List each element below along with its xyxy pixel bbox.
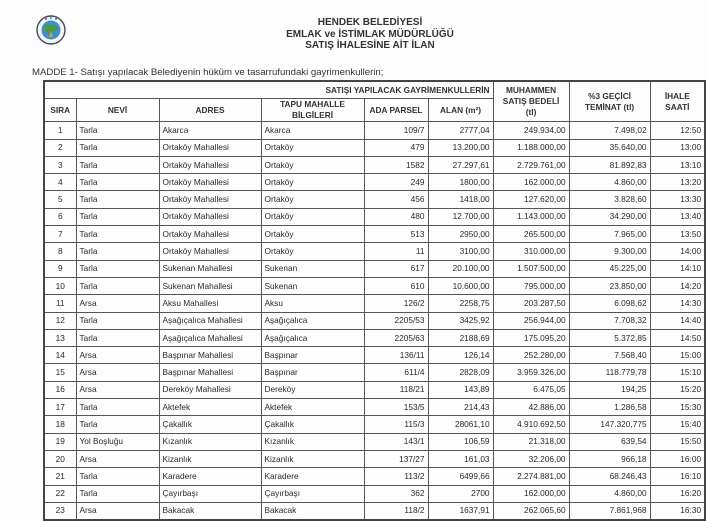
cell-saat: 14:20: [650, 277, 705, 294]
table-row: [44, 347, 705, 364]
cell-nevi: Tarla: [76, 208, 159, 225]
cell-tapu: Ortaköy: [261, 174, 364, 191]
cell-alan: 106,59: [428, 433, 493, 450]
cell-sira: 18: [44, 416, 76, 433]
cell-alan: 1800,00: [428, 174, 493, 191]
cell-saat: 14:10: [650, 260, 705, 277]
cell-adres: Ortaköy Mahallesi: [159, 208, 261, 225]
cell-ada: 11: [364, 243, 428, 260]
cell-nevi: Arsa: [76, 364, 159, 381]
cell-teminat: 23.850,00: [569, 277, 650, 294]
cell-ada: 126/2: [364, 295, 428, 312]
property-sale-table: [43, 80, 706, 521]
cell-saat: 13:20: [650, 174, 705, 191]
col-header-ada: ADA PARSEL: [364, 99, 428, 122]
cell-nevi: Arsa: [76, 502, 159, 520]
table-row: [44, 191, 705, 208]
cell-alan: 2828,09: [428, 364, 493, 381]
cell-saat: 14:50: [650, 329, 705, 346]
group-header: SATIŞI YAPILACAK GAYRİMENKULLERİN: [44, 81, 493, 99]
cell-teminat: 35.640,00: [569, 139, 650, 156]
cell-ada: 137/27: [364, 450, 428, 467]
cell-bedel: 175.095,20: [493, 329, 569, 346]
table-row: [44, 139, 705, 156]
cell-tapu: Sukenan: [261, 260, 364, 277]
table-row: [44, 502, 705, 520]
cell-adres: Başpınar Mahallesi: [159, 364, 261, 381]
cell-bedel: 252.280,00: [493, 347, 569, 364]
cell-nevi: Tarla: [76, 156, 159, 173]
cell-sira: 22: [44, 485, 76, 502]
cell-nevi: Tarla: [76, 399, 159, 416]
cell-saat: 15:30: [650, 399, 705, 416]
cell-adres: Dereköy Mahallesi: [159, 381, 261, 398]
cell-alan: 1418,00: [428, 191, 493, 208]
cell-bedel: 21.318,00: [493, 433, 569, 450]
cell-adres: Karadere: [159, 468, 261, 485]
cell-bedel: 127.620,00: [493, 191, 569, 208]
cell-teminat: 4.860,00: [569, 485, 650, 502]
cell-nevi: Tarla: [76, 260, 159, 277]
cell-alan: 3100,00: [428, 243, 493, 260]
cell-alan: 20.100,00: [428, 260, 493, 277]
cell-ada: 136/11: [364, 347, 428, 364]
cell-teminat: 7.708,32: [569, 312, 650, 329]
col-header-sira: SIRA: [44, 99, 76, 122]
cell-sira: 12: [44, 312, 76, 329]
cell-teminat: 639,54: [569, 433, 650, 450]
cell-alan: 2188,69: [428, 329, 493, 346]
cell-tapu: Kızanlık: [261, 433, 364, 450]
cell-nevi: Tarla: [76, 485, 159, 502]
cell-bedel: 3.959.326,00: [493, 364, 569, 381]
cell-bedel: 4.910.692,50: [493, 416, 569, 433]
cell-adres: Sukenan Mahallesi: [159, 277, 261, 294]
header-line-municipality: HENDEK BELEDİYESİ: [317, 17, 423, 28]
cell-ada: 513: [364, 226, 428, 243]
cell-ada: 610: [364, 277, 428, 294]
cell-tapu: Aşağıçalıca: [261, 312, 364, 329]
cell-alan: 2950,00: [428, 226, 493, 243]
table-row: [44, 243, 705, 260]
cell-ada: 249: [364, 174, 428, 191]
cell-ada: 113/2: [364, 468, 428, 485]
cell-saat: 13:10: [650, 156, 705, 173]
cell-tapu: Kizanlık: [261, 450, 364, 467]
cell-teminat: 966,18: [569, 450, 650, 467]
cell-alan: 161,03: [428, 450, 493, 467]
table-row: [44, 468, 705, 485]
cell-saat: 15:50: [650, 433, 705, 450]
cell-alan: 27.297,61: [428, 156, 493, 173]
cell-teminat: 147.320,775: [569, 416, 650, 433]
table-row: [44, 277, 705, 294]
cell-teminat: 194,25: [569, 381, 650, 398]
cell-bedel: 203.287,50: [493, 295, 569, 312]
cell-tapu: Başpınar: [261, 364, 364, 381]
cell-saat: 15:00: [650, 347, 705, 364]
cell-adres: Sukenan Mahallesi: [159, 260, 261, 277]
cell-teminat: 7.861,968: [569, 502, 650, 520]
cell-bedel: 32.206,00: [493, 450, 569, 467]
cell-nevi: Tarla: [76, 139, 159, 156]
cell-tapu: Akarca: [261, 122, 364, 139]
cell-sira: 23: [44, 502, 76, 520]
cell-sira: 21: [44, 468, 76, 485]
cell-ada: 617: [364, 260, 428, 277]
cell-ada: 118/2: [364, 502, 428, 520]
cell-tapu: Çakallık: [261, 416, 364, 433]
cell-sira: 3: [44, 156, 76, 173]
cell-tapu: Sukenan: [261, 277, 364, 294]
col-header-tapu: TAPU MAHALLE BİLGİLERİ: [261, 99, 364, 122]
cell-alan: 12.700,00: [428, 208, 493, 225]
cell-teminat: 118.779,78: [569, 364, 650, 381]
cell-tapu: Dereköy: [261, 381, 364, 398]
cell-tapu: Ortaköy: [261, 243, 364, 260]
cell-tapu: Ortaköy: [261, 156, 364, 173]
cell-sira: 14: [44, 347, 76, 364]
table-row: [44, 381, 705, 398]
cell-saat: 15:10: [650, 364, 705, 381]
cell-sira: 6: [44, 208, 76, 225]
cell-bedel: 6.475,05: [493, 381, 569, 398]
table-row: [44, 433, 705, 450]
cell-adres: Çakallık: [159, 416, 261, 433]
cell-nevi: Tarla: [76, 468, 159, 485]
col-header-adres: ADRES: [159, 99, 261, 122]
cell-saat: 16:20: [650, 485, 705, 502]
cell-alan: 10.600,00: [428, 277, 493, 294]
article-intro: MADDE 1- Satışı yapılacak Belediyenin hüküm ve tasarrufundaki gayrimenkullerin;: [32, 67, 384, 78]
cell-ada: 2205/63: [364, 329, 428, 346]
cell-bedel: 262.065,60: [493, 502, 569, 520]
cell-sira: 4: [44, 174, 76, 191]
cell-ada: 115/3: [364, 416, 428, 433]
table-row: [44, 174, 705, 191]
cell-ada: 153/5: [364, 399, 428, 416]
cell-bedel: 1.143.000,00: [493, 208, 569, 225]
cell-teminat: 3.828,60: [569, 191, 650, 208]
cell-nevi: Tarla: [76, 329, 159, 346]
cell-adres: Başpınar Mahallesi: [159, 347, 261, 364]
table-row: [44, 226, 705, 243]
cell-sira: 17: [44, 399, 76, 416]
table-row: [44, 295, 705, 312]
cell-adres: Ortaköy Mahallesi: [159, 243, 261, 260]
cell-ada: 456: [364, 191, 428, 208]
cell-alan: 2258,75: [428, 295, 493, 312]
cell-tapu: Ortaköy: [261, 191, 364, 208]
cell-teminat: 9.300,00: [569, 243, 650, 260]
cell-sira: 11: [44, 295, 76, 312]
cell-alan: 6499,66: [428, 468, 493, 485]
cell-tapu: Aşağıçalıca: [261, 329, 364, 346]
cell-alan: 3425,92: [428, 312, 493, 329]
cell-sira: 5: [44, 191, 76, 208]
cell-bedel: 42.886,00: [493, 399, 569, 416]
cell-sira: 7: [44, 226, 76, 243]
cell-bedel: 256.944,00: [493, 312, 569, 329]
table-row: [44, 399, 705, 416]
cell-sira: 10: [44, 277, 76, 294]
cell-alan: 1637,91: [428, 502, 493, 520]
cell-saat: 12:50: [650, 122, 705, 139]
cell-adres: Ortaköy Mahallesi: [159, 226, 261, 243]
cell-nevi: Tarla: [76, 226, 159, 243]
cell-teminat: 34.290,00: [569, 208, 650, 225]
table-row: [44, 329, 705, 346]
cell-saat: 15:40: [650, 416, 705, 433]
cell-adres: Akarca: [159, 122, 261, 139]
cell-alan: 126,14: [428, 347, 493, 364]
cell-teminat: 7.568,40: [569, 347, 650, 364]
cell-adres: Bakacak: [159, 502, 261, 520]
cell-adres: Aşağıçalıca Mahallesi: [159, 329, 261, 346]
header-line-department: EMLAK ve İSTİMLAK MÜDÜRLÜĞÜ: [286, 28, 454, 40]
cell-teminat: 6.098,62: [569, 295, 650, 312]
table-row: [44, 312, 705, 329]
cell-nevi: Arsa: [76, 347, 159, 364]
cell-sira: 2: [44, 139, 76, 156]
cell-sira: 9: [44, 260, 76, 277]
cell-ada: 479: [364, 139, 428, 156]
cell-tapu: Ortaköy: [261, 226, 364, 243]
cell-alan: 2700: [428, 485, 493, 502]
cell-bedel: 795.000,00: [493, 277, 569, 294]
cell-nevi: Tarla: [76, 277, 159, 294]
cell-sira: 19: [44, 433, 76, 450]
cell-ada: 480: [364, 208, 428, 225]
cell-saat: 16:00: [650, 450, 705, 467]
cell-tapu: Aktefek: [261, 399, 364, 416]
col-header-saat: İHALE SAATİ: [650, 81, 705, 122]
cell-nevi: Tarla: [76, 312, 159, 329]
table-row: [44, 485, 705, 502]
cell-alan: 214,43: [428, 399, 493, 416]
cell-teminat: 4.860,00: [569, 174, 650, 191]
cell-adres: Kizanlık: [159, 450, 261, 467]
col-header-bedel: MUHAMMEN SATIŞ BEDELİ (tl): [493, 81, 569, 122]
cell-saat: 13:40: [650, 208, 705, 225]
cell-teminat: 68.246,43: [569, 468, 650, 485]
cell-saat: 15:20: [650, 381, 705, 398]
cell-ada: 109/7: [364, 122, 428, 139]
cell-adres: Aksu Mahallesi: [159, 295, 261, 312]
cell-ada: 1582: [364, 156, 428, 173]
document-header: [230, 17, 510, 52]
cell-ada: 2205/53: [364, 312, 428, 329]
cell-teminat: 7.498,02: [569, 122, 650, 139]
table-row: [44, 450, 705, 467]
cell-alan: 2777,04: [428, 122, 493, 139]
cell-saat: 16:30: [650, 502, 705, 520]
col-header-teminat: %3 GEÇİCİ TEMİNAT (tl): [569, 81, 650, 122]
cell-tapu: Bakacak: [261, 502, 364, 520]
cell-tapu: Aksu: [261, 295, 364, 312]
cell-teminat: 45.225,00: [569, 260, 650, 277]
col-header-alan: ALAN (m²): [428, 99, 493, 122]
cell-nevi: Arsa: [76, 450, 159, 467]
cell-bedel: 162.000,00: [493, 174, 569, 191]
cell-saat: 13:00: [650, 139, 705, 156]
cell-nevi: Tarla: [76, 243, 159, 260]
cell-nevi: Arsa: [76, 295, 159, 312]
cell-teminat: 81.892,83: [569, 156, 650, 173]
cell-nevi: Tarla: [76, 174, 159, 191]
cell-alan: 13.200,00: [428, 139, 493, 156]
cell-ada: 118/21: [364, 381, 428, 398]
cell-adres: Aktefek: [159, 399, 261, 416]
cell-bedel: 310.000,00: [493, 243, 569, 260]
cell-alan: 143,89: [428, 381, 493, 398]
table-row: [44, 208, 705, 225]
cell-teminat: 5.372,85: [569, 329, 650, 346]
cell-adres: Aşağıçalıca Mahallesi: [159, 312, 261, 329]
header-line-title: SATIŞ İHALESİNE AİT İLAN: [305, 40, 435, 51]
table-row: [44, 364, 705, 381]
cell-ada: 143/1: [364, 433, 428, 450]
cell-saat: 14:40: [650, 312, 705, 329]
cell-sira: 16: [44, 381, 76, 398]
col-header-nevi: NEVİ: [76, 99, 159, 122]
cell-adres: Çayırbaşı: [159, 485, 261, 502]
cell-teminat: 7.965,00: [569, 226, 650, 243]
cell-teminat: 1.286,58: [569, 399, 650, 416]
cell-adres: Ortaköy Mahallesi: [159, 174, 261, 191]
cell-sira: 20: [44, 450, 76, 467]
cell-adres: Ortaköy Mahallesi: [159, 156, 261, 173]
cell-tapu: Karadere: [261, 468, 364, 485]
cell-sira: 15: [44, 364, 76, 381]
cell-bedel: 265.500,00: [493, 226, 569, 243]
table-row: [44, 156, 705, 173]
cell-sira: 13: [44, 329, 76, 346]
cell-adres: Kızanlık: [159, 433, 261, 450]
cell-saat: 14:30: [650, 295, 705, 312]
cell-ada: 611/4: [364, 364, 428, 381]
cell-saat: 13:30: [650, 191, 705, 208]
municipality-logo-icon: [36, 15, 66, 45]
cell-nevi: Yol Boşluğu: [76, 433, 159, 450]
cell-bedel: 249.934,00: [493, 122, 569, 139]
cell-adres: Ortaköy Mahallesi: [159, 191, 261, 208]
cell-ada: 362: [364, 485, 428, 502]
cell-sira: 8: [44, 243, 76, 260]
cell-bedel: 2.274.881,00: [493, 468, 569, 485]
table-row: [44, 260, 705, 277]
cell-nevi: Tarla: [76, 191, 159, 208]
cell-bedel: 162.000,00: [493, 485, 569, 502]
cell-saat: 14:00: [650, 243, 705, 260]
cell-nevi: Arsa: [76, 381, 159, 398]
table-row: [44, 122, 705, 139]
cell-saat: 13:50: [650, 226, 705, 243]
cell-tapu: Ortaköy: [261, 139, 364, 156]
cell-alan: 28061,10: [428, 416, 493, 433]
cell-tapu: Ortaköy: [261, 208, 364, 225]
cell-bedel: 1.507.500,00: [493, 260, 569, 277]
cell-nevi: Tarla: [76, 122, 159, 139]
cell-tapu: Çayırbaşı: [261, 485, 364, 502]
cell-saat: 16:10: [650, 468, 705, 485]
cell-bedel: 1.188.000,00: [493, 139, 569, 156]
cell-tapu: Başpınar: [261, 347, 364, 364]
cell-nevi: Tarla: [76, 416, 159, 433]
cell-bedel: 2.729.761,00: [493, 156, 569, 173]
cell-sira: 1: [44, 122, 76, 139]
cell-adres: Ortaköy Mahallesi: [159, 139, 261, 156]
